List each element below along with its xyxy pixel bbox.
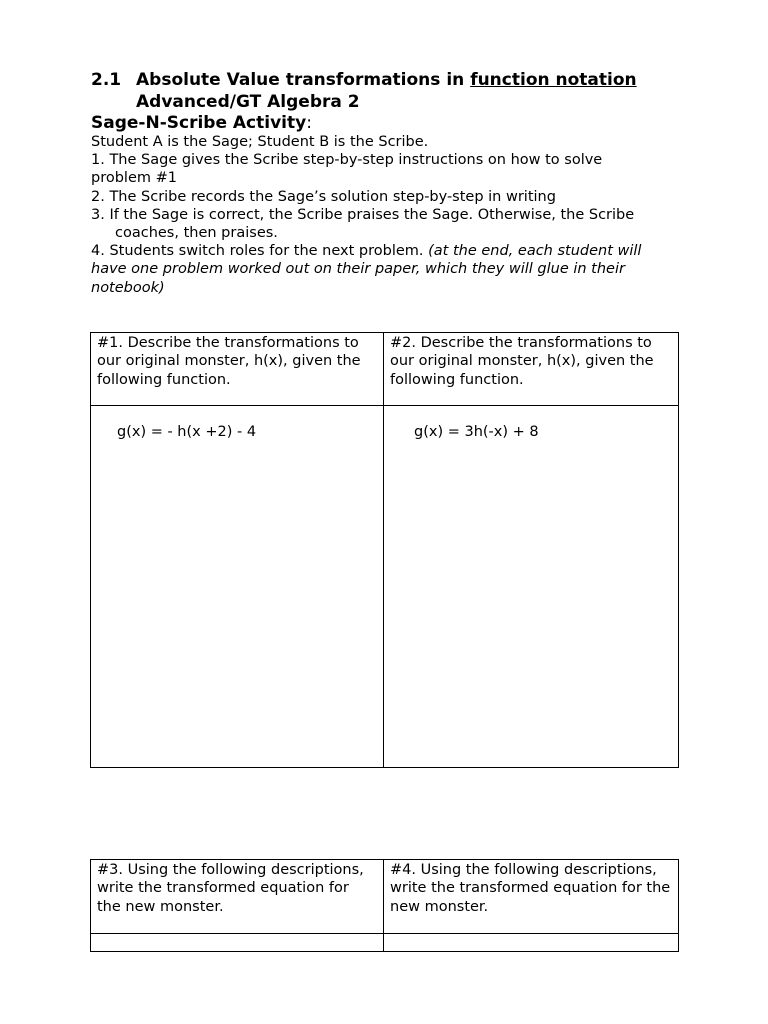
intro-text: Student A is the Sage; Student B is the Scribe. (91, 134, 429, 150)
activity-name: Sage-N-Scribe Activity (91, 113, 307, 133)
worksheet-title (91, 69, 637, 91)
title-underlined-text: function notation (470, 70, 637, 90)
problem-4-prompt: #4. Using the following descriptions, write the transformed equation for the new monster. (384, 860, 679, 934)
step-3-text: 3. If the Sage is correct, the Scribe praises the Sage. Otherwise, the Scribe (91, 206, 635, 223)
step-2-text: 2. The Scribe records the Sage’s solution step-by-step in writing (91, 188, 556, 205)
problem-1-equation: g(x) = - h(x +2) - 4 (117, 424, 257, 440)
step-3-continuation: coaches, then praises. (115, 225, 278, 242)
problem-2-work-area (384, 406, 679, 768)
step-4-plain: 4. Students switch roles for the next problem. (91, 243, 429, 260)
section-number: 2.1 (91, 70, 122, 90)
prompt-row (91, 333, 679, 406)
work-row (91, 406, 679, 768)
title-text: Absolute Value transformations in (136, 70, 471, 90)
course-name: Advanced/GT Algebra 2 (136, 92, 360, 112)
step-4-italic: (at the end, each student will have one problem worked out on their paper, which they will glue in their notebook) (91, 243, 642, 296)
problem-2-equation: g(x) = 3h(-x) + 8 (414, 424, 539, 440)
problem-3-prompt: #3. Using the following descriptions, write the transformed equation for the new monster. (91, 860, 384, 934)
problem-1-work-area (91, 406, 384, 768)
problems-table-1 (90, 332, 679, 768)
step-4-text (91, 242, 681, 297)
activity-colon: : (306, 113, 312, 133)
problems-table-2 (90, 859, 679, 952)
problem-4-work-area (384, 934, 679, 952)
step-1-text: 1. The Sage gives the Scribe step-by-step instructions on how to solve problem #1 (91, 152, 603, 187)
problem-2-prompt: #2. Describe the transformations to our original monster, h(x), given the following function. (384, 333, 679, 406)
activity-title (91, 112, 312, 134)
work-row (91, 934, 679, 952)
instructions (91, 133, 681, 297)
prompt-row (91, 860, 679, 934)
problem-1-prompt: #1. Describe the transformations to our original monster, h(x), given the following function. (91, 333, 384, 406)
problem-3-work-area (91, 934, 384, 952)
